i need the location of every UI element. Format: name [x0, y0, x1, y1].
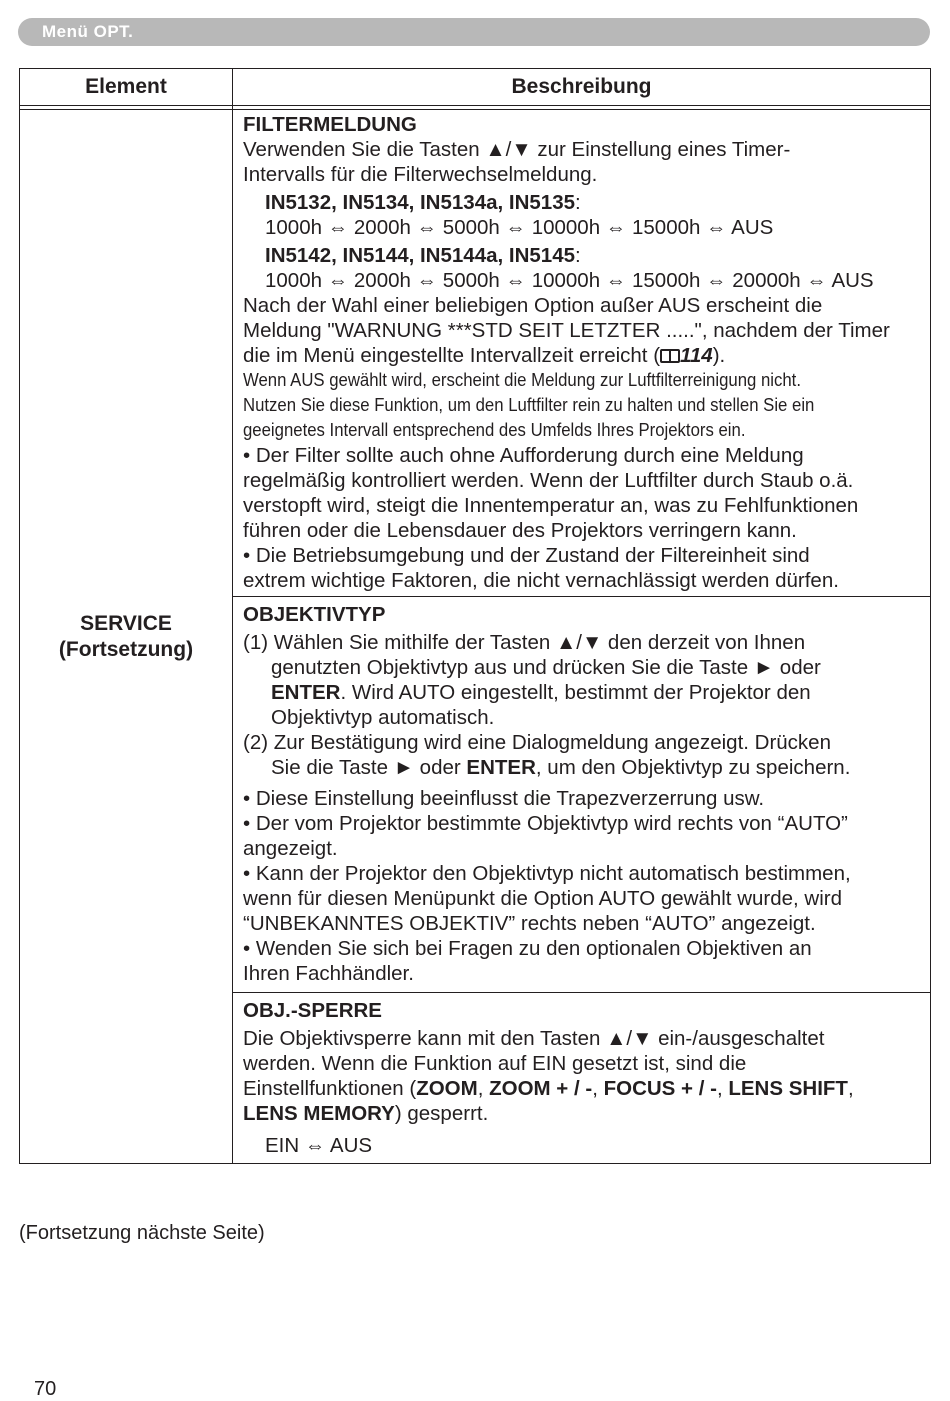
colon: : [575, 244, 581, 267]
model-list: IN5132, IN5134, IN5134a, IN5135 [265, 191, 575, 214]
text-line [243, 343, 920, 368]
bullet-line: • Der Filter sollte auch ohne Aufforderung durch eine Meldung [243, 444, 804, 467]
lens-lock-title: OBJ.-SPERRE [243, 999, 382, 1022]
interval-sequence: 1000h ⇔ 2000h ⇔ 5000h ⇔ 10000h ⇔ 15000h ⇔ 20000h ⇔ AUS [265, 269, 874, 292]
text-line [243, 1101, 920, 1126]
function-name: LENS MEMORY [243, 1102, 395, 1125]
text-span: , [847, 1077, 854, 1100]
step-line: (1) Wählen Sie mithilfe der Tasten ▲/▼ den derzeit von Ihnen [243, 631, 806, 654]
text-line [243, 1076, 920, 1101]
enter-key: ENTER [466, 756, 536, 779]
function-name: FOCUS + / - [603, 1077, 717, 1100]
model-list: IN5142, IN5144, IN5144a, IN5145 [265, 244, 575, 267]
text-line: Nach der Wahl einer beliebigen Option außer AUS erscheint die [243, 294, 823, 317]
text-span: die im Menü eingestellte Intervallzeit erreicht ( [243, 344, 661, 367]
text-line: Intervalls für die Filterwechselmeldung. [243, 163, 598, 186]
book-icon [660, 349, 680, 363]
text-line: verstopft wird, steigt die Innentemperatur an, was zu Fehlfunktionen [243, 494, 859, 517]
page-reference[interactable]: 114 [680, 344, 713, 367]
text-span: Einstellfunktionen ( [243, 1077, 417, 1100]
function-name: LENS SHIFT [728, 1077, 848, 1100]
page-number: 70 [34, 1378, 57, 1400]
note-line: Wenn AUS gewählt wird, erscheint die Meldung zur Luftfilterreinigung nicht. [243, 370, 801, 390]
interval-sequence: 1000h ⇔ 2000h ⇔ 5000h ⇔ 10000h ⇔ 15000h ⇔ AUS [265, 216, 774, 239]
model-line [243, 190, 920, 215]
text-span: , [592, 1077, 604, 1100]
text-line: werden. Wenn die Funktion auf EIN gesetzt ist, sind die [243, 1052, 747, 1075]
bullet-line: • Wenden Sie sich bei Fragen zu den optionalen Objektiven an [243, 937, 812, 960]
text-span: , [477, 1077, 490, 1100]
menu-title: Menü OPT. [42, 22, 134, 41]
element-continuation: (Fortsetzung) [58, 637, 194, 661]
continuation-note: (Fortsetzung nächste Seite) [19, 1222, 265, 1244]
bullet-line: • Der vom Projektor bestimmte Objektivtyp wird rechts von “AUTO” [243, 812, 848, 835]
element-cell [20, 110, 233, 1164]
text-span: ). [712, 344, 726, 367]
text-span: Sie die Taste ► oder [271, 756, 467, 779]
col-header-element: Element [20, 69, 233, 106]
text-line: wenn für diesen Menüpunkt die Option AUTO gewählt wurde, wird [243, 887, 843, 910]
bullet-line: • Die Betriebsumgebung und der Zustand der Filtereinheit sind [243, 544, 810, 567]
lens-type-title: OBJEKTIVTYP [243, 603, 386, 626]
col-header-description: Beschreibung [233, 69, 931, 106]
lens-lock-section [233, 993, 931, 1164]
bullet-line: • Kann der Projektor den Objektivtyp nicht automatisch bestimmen, [243, 862, 851, 885]
filter-title: FILTERMELDUNG [243, 113, 417, 136]
menu-header-bar [18, 18, 930, 46]
text-span: , [716, 1077, 729, 1100]
text-line: führen oder die Lebensdauer des Projektors verringern kann. [243, 519, 797, 542]
element-name: SERVICE [80, 611, 172, 635]
text-line: Meldung "WARNUNG ***STD SEIT LETZTER .....", nachdem der Timer [243, 319, 890, 342]
text-line: angezeigt. [243, 837, 338, 860]
step-line [243, 755, 920, 780]
text-span: ) gesperrt. [394, 1102, 489, 1125]
text-span: , um den Objektivtyp zu speichern. [535, 756, 851, 779]
function-name: ZOOM [416, 1077, 478, 1100]
options-table [19, 68, 931, 1164]
model-line [243, 243, 920, 268]
note-line: geeignetes Intervall entsprechend des Umfelds Ihres Projektors ein. [243, 420, 746, 440]
step-line: genutzten Objektivtyp aus und drücken Sie die Taste ► oder [271, 656, 821, 679]
step-line: Objektivtyp automatisch. [271, 706, 495, 729]
text-line: extrem wichtige Faktoren, die nicht vernachlässigt werden dürfen. [243, 569, 839, 592]
function-name: ZOOM + / - [489, 1077, 593, 1100]
colon: : [575, 191, 581, 214]
text-line: Die Objektivsperre kann mit den Tasten ▲/▼ ein-/ausgeschaltet [243, 1027, 825, 1050]
lock-sequence: EIN ⇔ AUS [265, 1134, 373, 1157]
text-line: “UNBEKANNTES OBJEKTIV” rechts neben “AUTO” angezeigt. [243, 912, 816, 935]
text-line: Verwenden Sie die Tasten ▲/▼ zur Einstellung eines Timer- [243, 138, 791, 161]
step-line [243, 680, 920, 705]
bullet-line: • Diese Einstellung beeinflusst die Trapezverzerrung usw. [243, 787, 765, 810]
filter-section [233, 110, 931, 597]
text-line: Ihren Fachhändler. [243, 962, 414, 985]
note-line: Nutzen Sie diese Funktion, um den Luftfilter rein zu halten und stellen Sie ein [243, 395, 815, 415]
enter-key: ENTER [271, 681, 341, 704]
text-line: regelmäßig kontrolliert werden. Wenn der Luftfilter durch Staub o.ä. [243, 469, 854, 492]
step-line: (2) Zur Bestätigung wird eine Dialogmeldung angezeigt. Drücken [243, 731, 831, 754]
lens-type-section [233, 597, 931, 993]
text-span: . Wird AUTO eingestellt, bestimmt der Projektor den [340, 681, 811, 704]
